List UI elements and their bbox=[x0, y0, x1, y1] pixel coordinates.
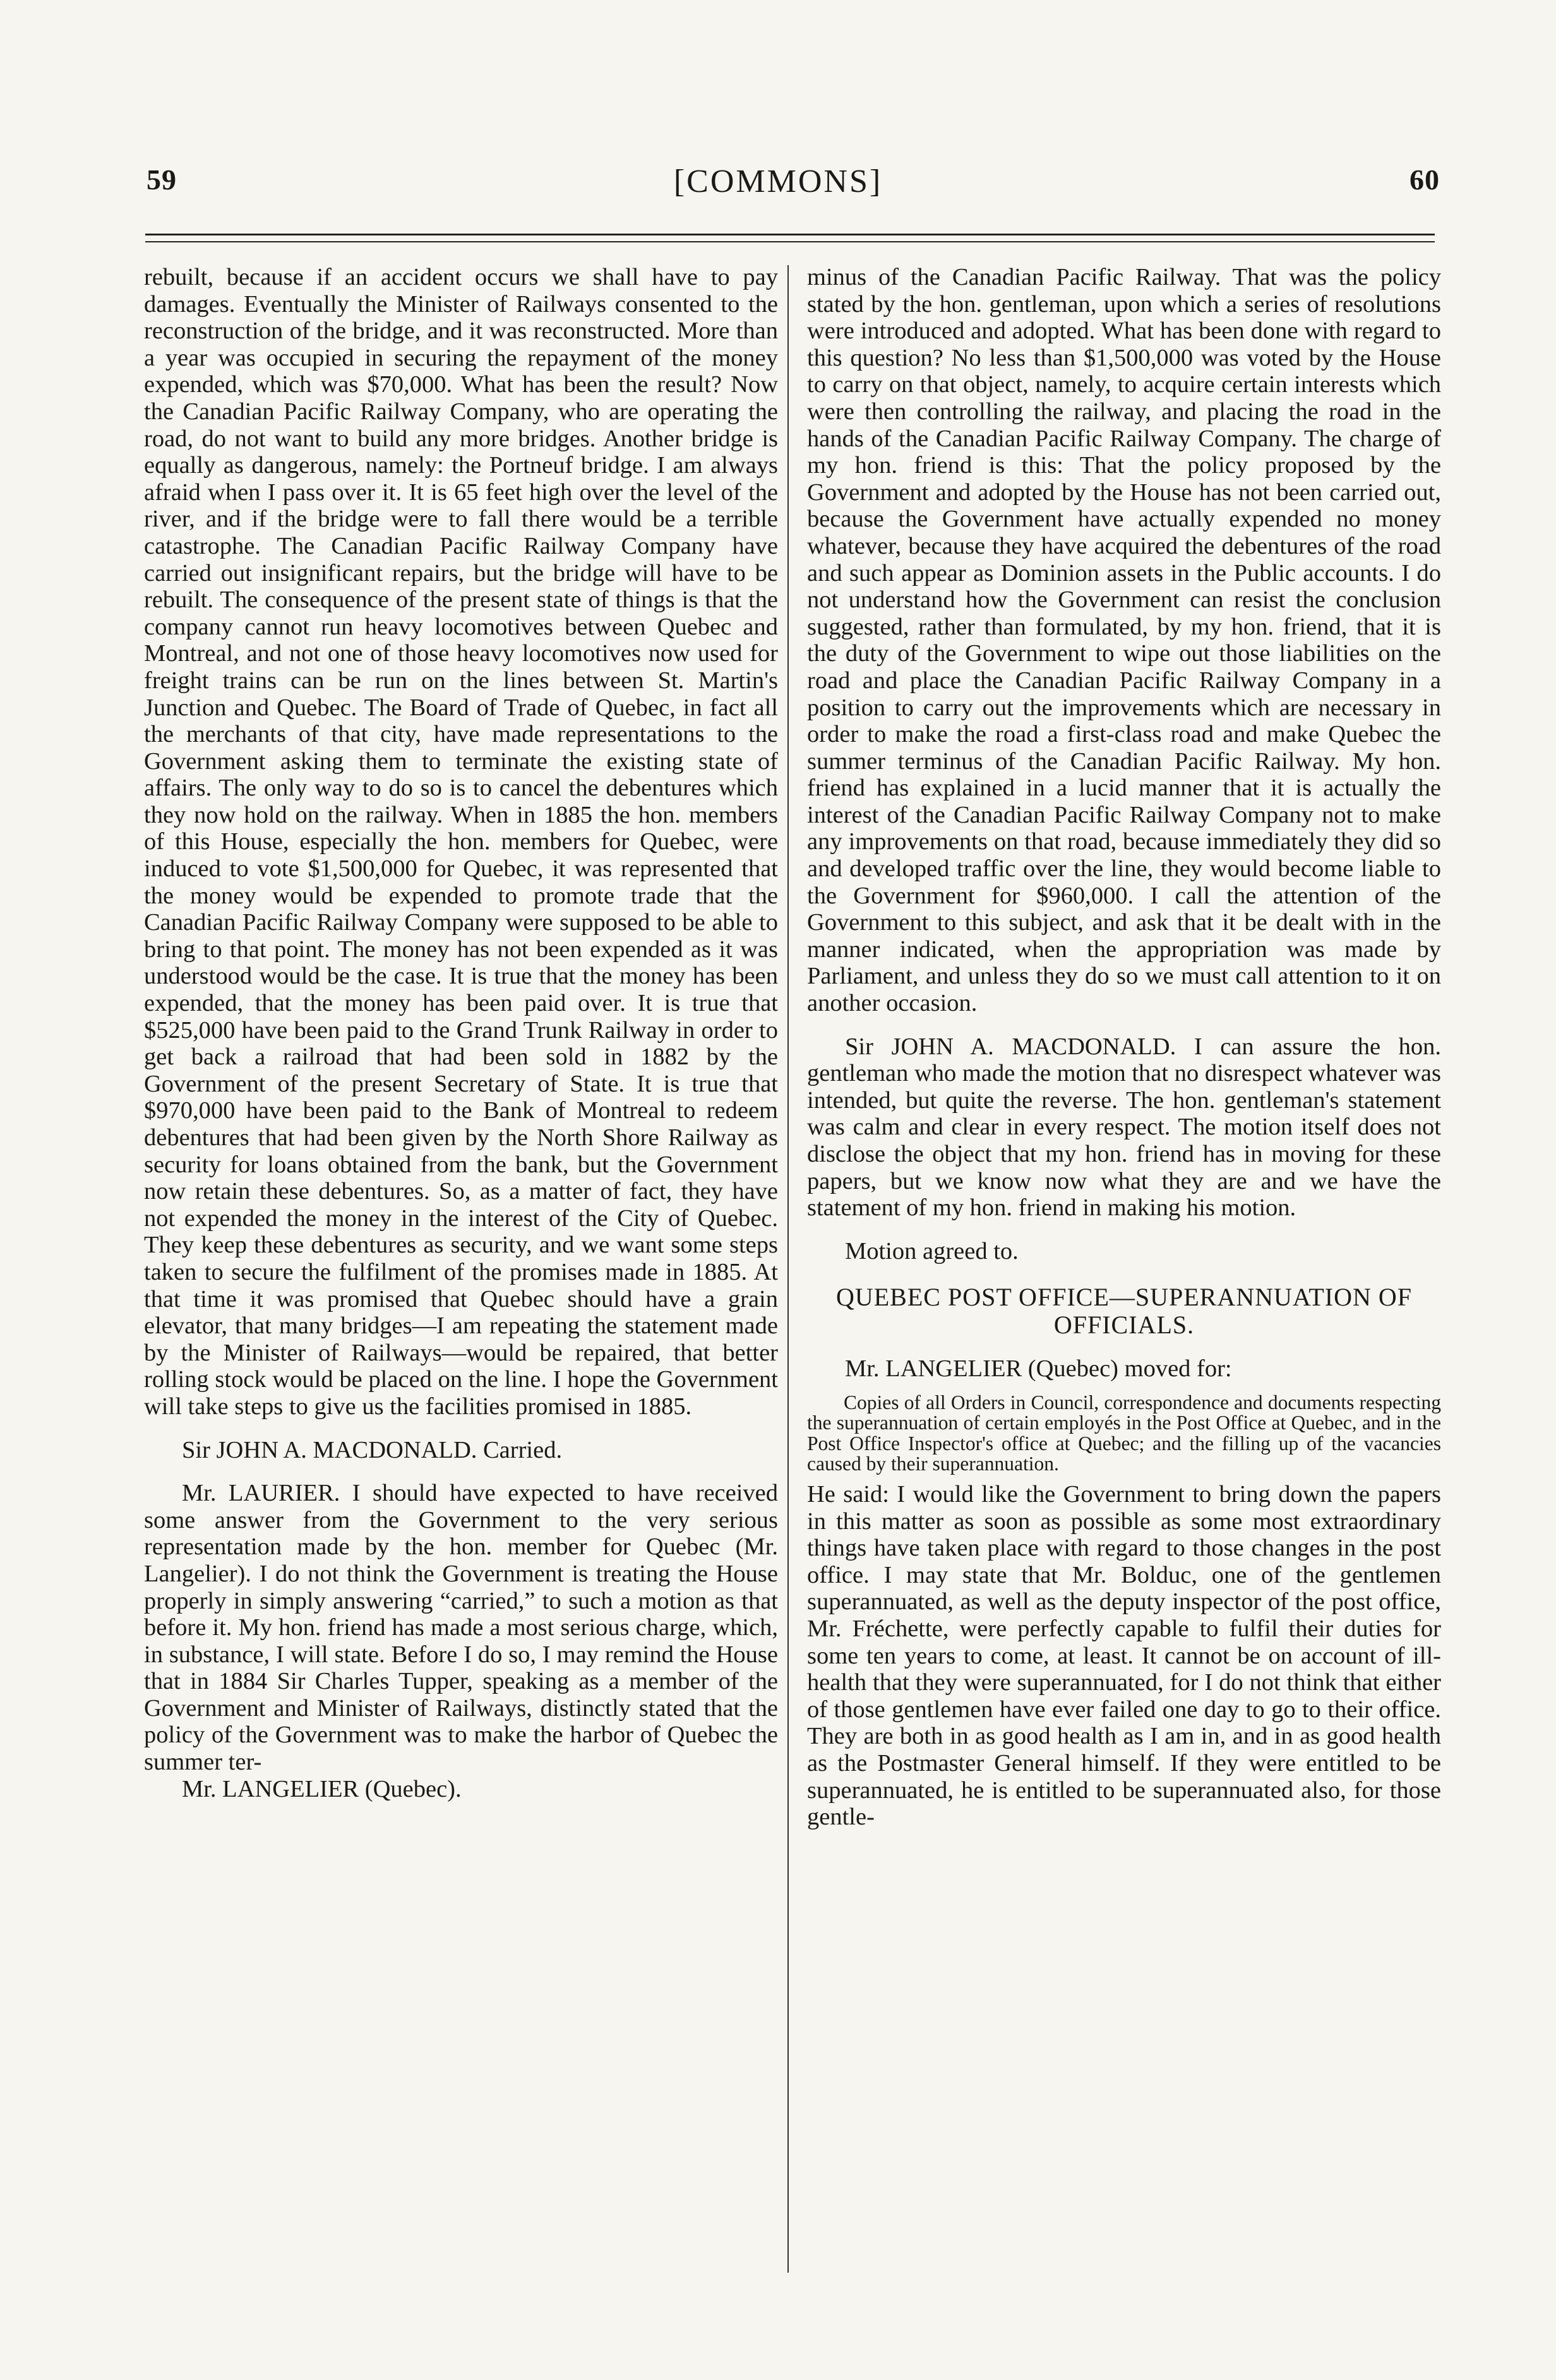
paragraph-laurier-continued: minus of the Canadian Pacific Railway. That was the policy stated by the hon. gentleman, upon which a series of resolutions were introduced and adopted. What has been done with regard to this question? No less than $1,500,000 was voted by the House to carry on that object, namely, to acquire certain interests which were then controlling the railway, and placing the road in the hands of the Canadian Pacific Railway Company. The charge of my hon. friend is this: That the policy proposed by the Government and adopted by the House has not been carried out, because the Government have actually expended no money whatever, because they have acquired the debentures of the road and such appear as Dominion assets in the Public accounts. I do not understand how the Government can resist the conclusion suggested, rather than formulated, by my hon. friend, that it is the duty of the Government to wipe out those liabilities on the road and place the Canadian Pacific Railway Company in a position to carry out the improvements which are necessary in order to make the road a first-class road and make Quebec the summer terminus of the Canadian Pacific Railway. My hon. friend has explained in a lucid manner that it is actually the interest of the Canadian Pacific Railway Company not to make any improvements on that road, because immediately they did so and developed traffic over the line, they would become liable to the Government for $960,000. I call the attention of the Government to this subject, and ask that it be dealt with in the manner indicated, when the appropriation was made by Parliament, and unless they do so we must call attention to it on another occasion. bbox=[807, 264, 1441, 1017]
paragraph-macdonald-assurance: Sir JOHN A. MACDONALD. I can assure the hon. gentleman who made the motion that no disrespect whatever was intended, but quite the reverse. The hon. gentleman's statement was calm and clear in every respect. The motion itself does not disclose the object that my hon. friend has in moving for these papers, but we know now what they are and we have the statement of my hon. friend in making his motion. bbox=[807, 1033, 1441, 1222]
header-rule-thick bbox=[145, 234, 1435, 235]
column-divider bbox=[787, 265, 789, 2273]
paragraph-portneuf-bridge: rebuilt, because if an accident occurs we shall have to pay damages. Eventually the Minister of Railways consented to the reconstruction of the bridge, and it was reconstructed. More than a year was occupied in securing the repayment of the money expended, which was $70,000. What has been the result? Now the Canadian Pacific Railway Company, who are operating the road, do not want to build any more bridges. Another bridge is equally as dangerous, namely: the Portneuf bridge. I am always afraid when I pass over it. It is 65 feet high over the level of the river, and if the bridge were to fall there would be a terrible catastrophe. The Canadian Pacific Railway Company have carried out insignificant repairs, but the bridge will have to be rebuilt. The consequence of the present state of things is that the company cannot run heavy locomotives between Quebec and Montreal, and not one of those heavy locomotives now used for freight trains can be run on the lines between St. Martin's Junction and Quebec. The Board of Trade of Quebec, in fact all the merchants of that city, have made representations to the Government asking them to terminate the existing state of affairs. The only way to do so is to cancel the debentures which they now hold on the railway. When in 1885 the hon. members of this House, especially the hon. members for Quebec, were induced to vote $1,500,000 for Quebec, it was represented that the money would be expended to promote trade that the Canadian Pacific Railway Company were supposed to be able to bring to that point. The money has not been expended as it was understood would be the case. It is true that the money has been expended, that the money has been paid over. It is true that $525,000 have been paid to the Grand Trunk Railway in order to get back a railroad that had been sold in 1882 by the Government of the present Secretary of State. It is true that $970,000 have been paid to the Bank of Montreal to redeem debentures that had been given by the North Shore Railway as security for loans obtained from the bank, but the Government now retain these debentures. So, as a matter of fact, they have not expended the money in the interest of the City of Quebec. They keep these debentures as security, and we want some steps taken to secure the fulfilment of the promises made in 1885. At that time it was promised that Quebec should have a grain elevator, that many bridges—I am repeating the statement made by the Minister of Railways—would be repaired, that better rolling stock would be placed on the line. I hope the Government will take steps to give us the facilities promised in 1885. bbox=[144, 264, 778, 1420]
section-heading: QUEBEC POST OFFICE—SUPERANNUATION OF OFFICIALS. bbox=[835, 1283, 1413, 1340]
right-column bbox=[807, 264, 1441, 1831]
right-page-number: 60 bbox=[1409, 164, 1440, 196]
paragraph-langelier-said: He said: I would like the Government to bring down the papers in this matter as soon as possible as some most extraordinary things have taken place with regard to those changes in the post office. I may state that Mr. Bolduc, one of the gentlemen superannuated, as well as the deputy inspector of the post office, Mr. Fréchette, were perfectly capable to fulfil their duties for some ten years to come, at least. It cannot be on account of ill-health that they were superannuated, for I do not think that either of those gentlemen have ever failed one day to go to their office. They are both in as good health as I am in, and in as good health as the Postmaster General himself. If they were entitled to be superannuated, he is entitled to be superannuated also, for those gentle- bbox=[807, 1480, 1441, 1831]
column-footer-speaker: Mr. LANGELIER (Quebec). bbox=[182, 1775, 462, 1802]
paragraph-laurier: Mr. LAURIER. I should have expected to have received some answer from the Government to the very serious representation made by the hon. member for Quebec (Mr. Langelier). I do not think the Government is treating the House properly in simply answering “carried,” to such a motion as that before it. My hon. friend has made a most serious charge, which, in substance, I will state. Before I do so, I may remind the House that in 1884 Sir Charles Tupper, speaking as a member of the Government and Minister of Railways, distinctly stated that the policy of the Government was to make the harbor of Quebec the summer ter- bbox=[144, 1480, 778, 1776]
paragraph-macdonald-carried: Sir JOHN A. MACDONALD. Carried. bbox=[182, 1436, 563, 1463]
paragraph-motion-agreed: Motion agreed to. bbox=[845, 1237, 1019, 1264]
running-header: [COMMONS] bbox=[673, 164, 883, 199]
left-page-number: 59 bbox=[147, 164, 177, 196]
header-rule-thin bbox=[145, 241, 1435, 242]
motion-quote: Copies of all Orders in Council, correspondence and documents respecting the superannuation of certain employés in the Post Office at Quebec, and in the Post Office Inspector's office at Quebec; and the filling up of the vacancies caused by their superannuation. bbox=[807, 1391, 1441, 1475]
paragraph-langelier-moved: Mr. LANGELIER (Quebec) moved for: bbox=[845, 1355, 1232, 1383]
left-column bbox=[144, 264, 778, 1802]
